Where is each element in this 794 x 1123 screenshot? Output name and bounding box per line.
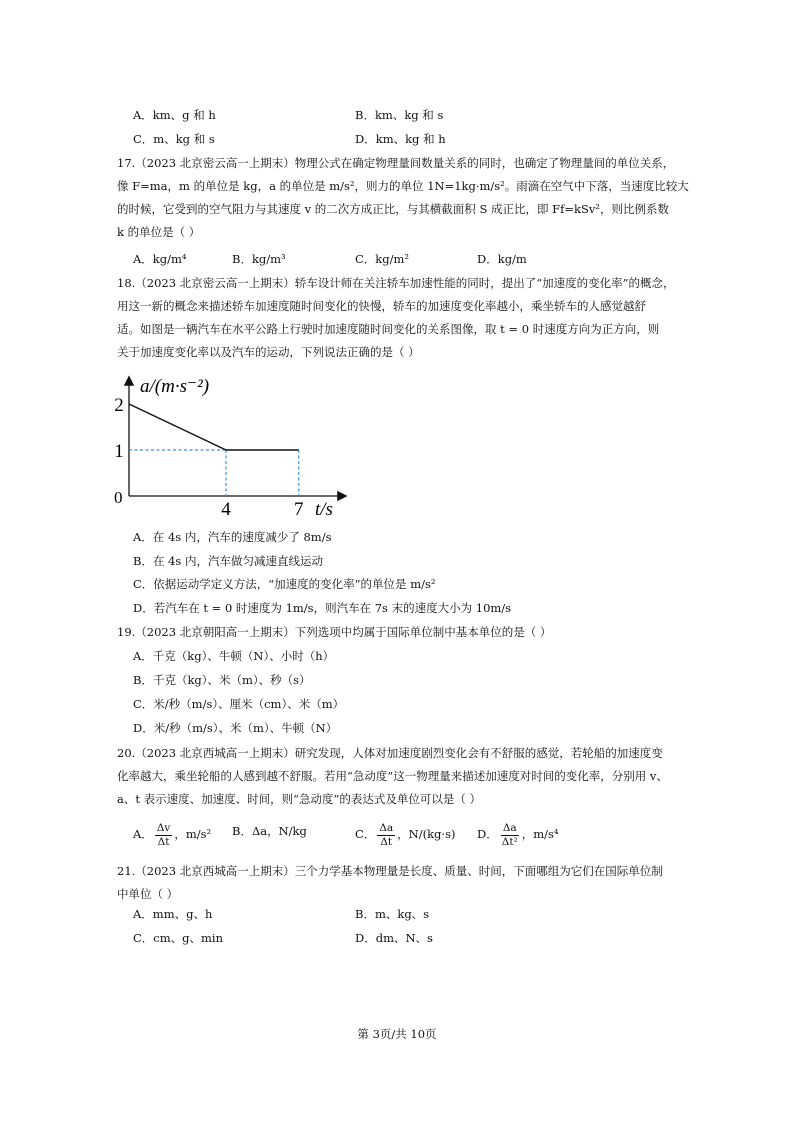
q20-option-c: C． $\frac{\Delta a}{\Delta t}$ ，N/(kg·s): [355, 821, 456, 848]
q17-stem-line2: 像 F=ma，m 的单位是 kg，a 的单位是 m/s²，则力的单位 1N=1kg·m/s²。雨滴在空气中下落，当速度比较大: [117, 179, 689, 193]
q17-option-c: C．kg/m²: [355, 252, 410, 266]
y-axis-label: a/(m·s⁻²): [140, 376, 210, 397]
q19-option-b: B．千克（kg）、米（m）、秒（s）: [133, 673, 311, 687]
q18-stem-line2: 用这一新的概念来描述轿车加速度随时间变化的快慢，轿车的加速度变化率越小，乘坐轿车的人感觉越舒: [117, 299, 646, 313]
q20-option-d: D． $\frac{\Delta a}{\text{Δt²}}$ ，m/s⁴: [477, 821, 559, 848]
x-tick-label: 7: [294, 499, 304, 520]
q18-option-c: C．依据运动学定义方法，“加速度的变化率”的单位是 m/s²: [133, 577, 436, 591]
graph-segment: [129, 404, 226, 450]
q19-option-a: A．千克（kg）、牛顿（N）、小时（h）: [133, 649, 335, 663]
q16-option-b: B．km、kg 和 s: [355, 108, 444, 122]
q21-stem-line1: 21.（2023 北京西城高一上期末）三个力学基本物理量是长度、质量、时间，下面哪组为它们在国际单位制: [117, 864, 663, 878]
q17-option-a: A．kg/m⁴: [133, 252, 187, 266]
y-tick-label: 1: [114, 441, 124, 462]
q20-option-b: B．Δa，N/kg: [232, 824, 307, 838]
page-footer: 第 3页/共 10页: [357, 1027, 437, 1041]
q18-stem-line1: 18.（2023 北京密云高一上期末）轿车设计师在关注轿车加速性能的同时，提出了“加速度的变化率”的概念，: [117, 276, 675, 290]
q18-stem-line4: 关于加速度变化率以及汽车的运动，下列说法正确的是（ ）: [117, 345, 420, 359]
fraction: $\frac{\Delta a}{\Delta t}$: [379, 821, 394, 848]
fraction: $\frac{\Delta v}{\Delta t}$: [156, 821, 171, 848]
acceleration-time-graph: [110, 368, 360, 520]
y-tick-label: 2: [114, 395, 124, 416]
q19-stem-line1: 19.（2023 北京朝阳高一上期末）下列选项中均属于国际单位制中基本单位的是（ ）: [117, 625, 552, 639]
q17-option-b: B．kg/m³: [232, 252, 286, 266]
q18-option-a: A．在 4s 内，汽车的速度减少了 8m/s: [133, 530, 332, 544]
q20-option-a: A． $\frac{\Delta v}{\Delta t}$ ，m/s²: [133, 821, 212, 848]
q17-stem-line4: k 的单位是（ ）: [117, 225, 201, 239]
x-tick-label: 4: [221, 499, 231, 520]
q16-option-d: D．km、kg 和 h: [355, 132, 446, 146]
q20-stem-line2: 化率越大，乘坐轮船的人感到越不舒服。若用“急动度”这一物理量来描述加速度对时间的变化率，分别用 v、: [117, 769, 668, 783]
q21-option-b: B．m、kg、s: [355, 907, 430, 921]
q16-option-a: A．km、g 和 h: [133, 108, 216, 122]
q20-stem-line3: a、t 表示速度、加速度、时间，则“急动度”的表达式及单位可以是（ ）: [117, 792, 482, 806]
q21-stem-line2: 中单位（ ）: [117, 887, 179, 901]
q19-option-d: D．米/秒（m/s）、米（m）、牛顿（N）: [133, 721, 338, 735]
q20-stem-line1: 20.（2023 北京西城高一上期末）研究发现，人体对加速度剧烈变化会有不舒服的感觉，若轮船的加速度变: [117, 746, 663, 760]
q21-option-c: C．cm、g、min: [133, 931, 223, 945]
fraction: $\frac{\Delta a}{\text{Δt²}}$: [501, 821, 518, 848]
q18-option-b: B．在 4s 内，汽车做匀减速直线运动: [133, 554, 323, 568]
q17-option-d: D．kg/m: [477, 252, 527, 266]
q18-option-d: D．若汽车在 t = 0 时速度为 1m/s，则汽车在 7s 末的速度大小为 10m/s: [133, 601, 512, 615]
x-axis-label: t/s: [315, 499, 333, 520]
q18-stem-line3: 适。如图是一辆汽车在水平公路上行驶时加速度随时间变化的关系图像，取 t = 0 时速度方向为正方向，则: [117, 322, 660, 336]
q21-option-d: D．dm、N、s: [355, 931, 433, 945]
origin-label: 0: [114, 488, 123, 507]
q16-option-c: C．m、kg 和 s: [133, 132, 215, 146]
q17-stem-line3: 的时候，它受到的空气阻力与其速度 v 的二次方成正比，与其横截面积 S 成正比，即 Ff=kSv²，则比例系数: [117, 202, 669, 216]
q17-stem-line1: 17.（2023 北京密云高一上期末）物理公式在确定物理量间数量关系的同时，也确定了物理量间的单位关系，: [117, 156, 675, 170]
q21-option-a: A．mm、g、h: [133, 907, 213, 921]
q19-option-c: C．米/秒（m/s）、厘米（cm）、米（m）: [133, 697, 345, 711]
